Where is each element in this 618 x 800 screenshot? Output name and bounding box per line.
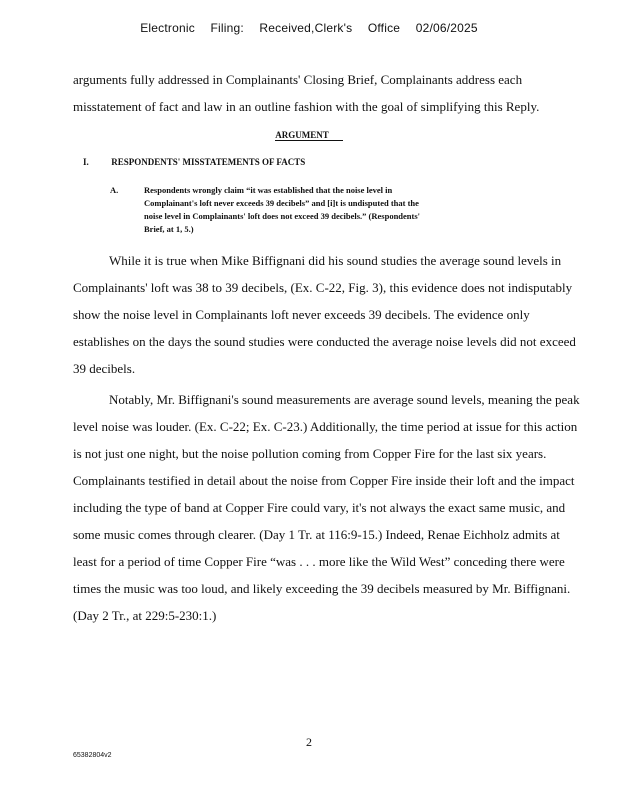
subsection-line: Brief, at 1, 5.) — [144, 224, 194, 234]
text-line: Complainants testified in detail about the noise from Copper Fire inside their loft and the impact — [73, 473, 575, 488]
document-id: 65382804v2 — [73, 752, 112, 759]
subsection-line: Complainant's loft never exceeds 39 decibels” and [i]t is undisputed that the — [144, 198, 419, 208]
paragraph-average-levels — [73, 386, 603, 629]
argument-heading: ARGUMENT — [0, 130, 618, 140]
page-number: 2 — [306, 735, 312, 749]
header-date: 02/06/2025 — [415, 21, 478, 35]
section-title: RESPONDENTS' MISSTATEMENTS OF FACTS — [111, 157, 306, 167]
subsection-line: Respondents wrongly claim “it was established that the noise level in — [144, 185, 393, 195]
text-line: While it is true when Mike Biffignani did his sound studies the average sound levels in — [109, 253, 562, 268]
text-line: including the type of band at Copper Fire could vary, it's not always the exact same music, and — [73, 500, 566, 515]
text-line: show the noise level in Complainants loft never exceeds 39 decibels. The evidence only — [73, 307, 530, 322]
text-line: times the music was too loud, and likely exceeding the 39 decibels measured by Mr. Biffignani. — [73, 581, 571, 596]
intro-paragraph — [73, 66, 603, 120]
text-line: (Day 2 Tr., at 229:5-230:1.) — [73, 608, 217, 623]
header-part: Received,Clerk's — [259, 21, 353, 35]
text-line: level noise was louder. (Ex. C-22; Ex. C-23.) Additionally, the time period at issue for this action — [73, 419, 578, 434]
paragraph-sound-studies — [73, 247, 603, 382]
text-line: 39 decibels. — [73, 361, 136, 376]
text-line: is not just one night, but the noise pollution coming from Copper Fire for the last six years. — [73, 446, 547, 461]
text-line: misstatement of fact and law in an outline fashion with the goal of simplifying this Reply. — [73, 99, 540, 114]
text-line: establishes on the days the sound studies were conducted the average noise levels did not exceed — [73, 334, 576, 349]
text-line: arguments fully addressed in Complainants' Closing Brief, Complainants address each — [73, 72, 523, 87]
subsection-text — [144, 184, 564, 236]
text-line: least for a period of time Copper Fire “was . . . more like the Wild West” conceding there were — [73, 554, 565, 569]
subsection-letter: A. — [110, 185, 119, 195]
section-number: I. — [83, 157, 89, 167]
header-part: Electronic — [140, 21, 195, 35]
header-part: Filing: — [210, 21, 244, 35]
text-line: Notably, Mr. Biffignani's sound measurements are average sound levels, meaning the peak — [109, 392, 580, 407]
subsection-line: noise level in Complainants' loft does not exceed 39 decibels.” (Respondents' — [144, 211, 421, 221]
text-line: some music comes through clearer. (Day 1 Tr. at 116:9-15.) Indeed, Renae Eichholz admits at — [73, 527, 560, 542]
section-heading — [83, 157, 583, 167]
electronic-filing-header — [0, 21, 618, 35]
header-part: Office — [367, 21, 401, 35]
text-line: Complainants' loft was 38 to 39 decibels, (Ex. C-22, Fig. 3), this evidence does not indisputably — [73, 280, 573, 295]
